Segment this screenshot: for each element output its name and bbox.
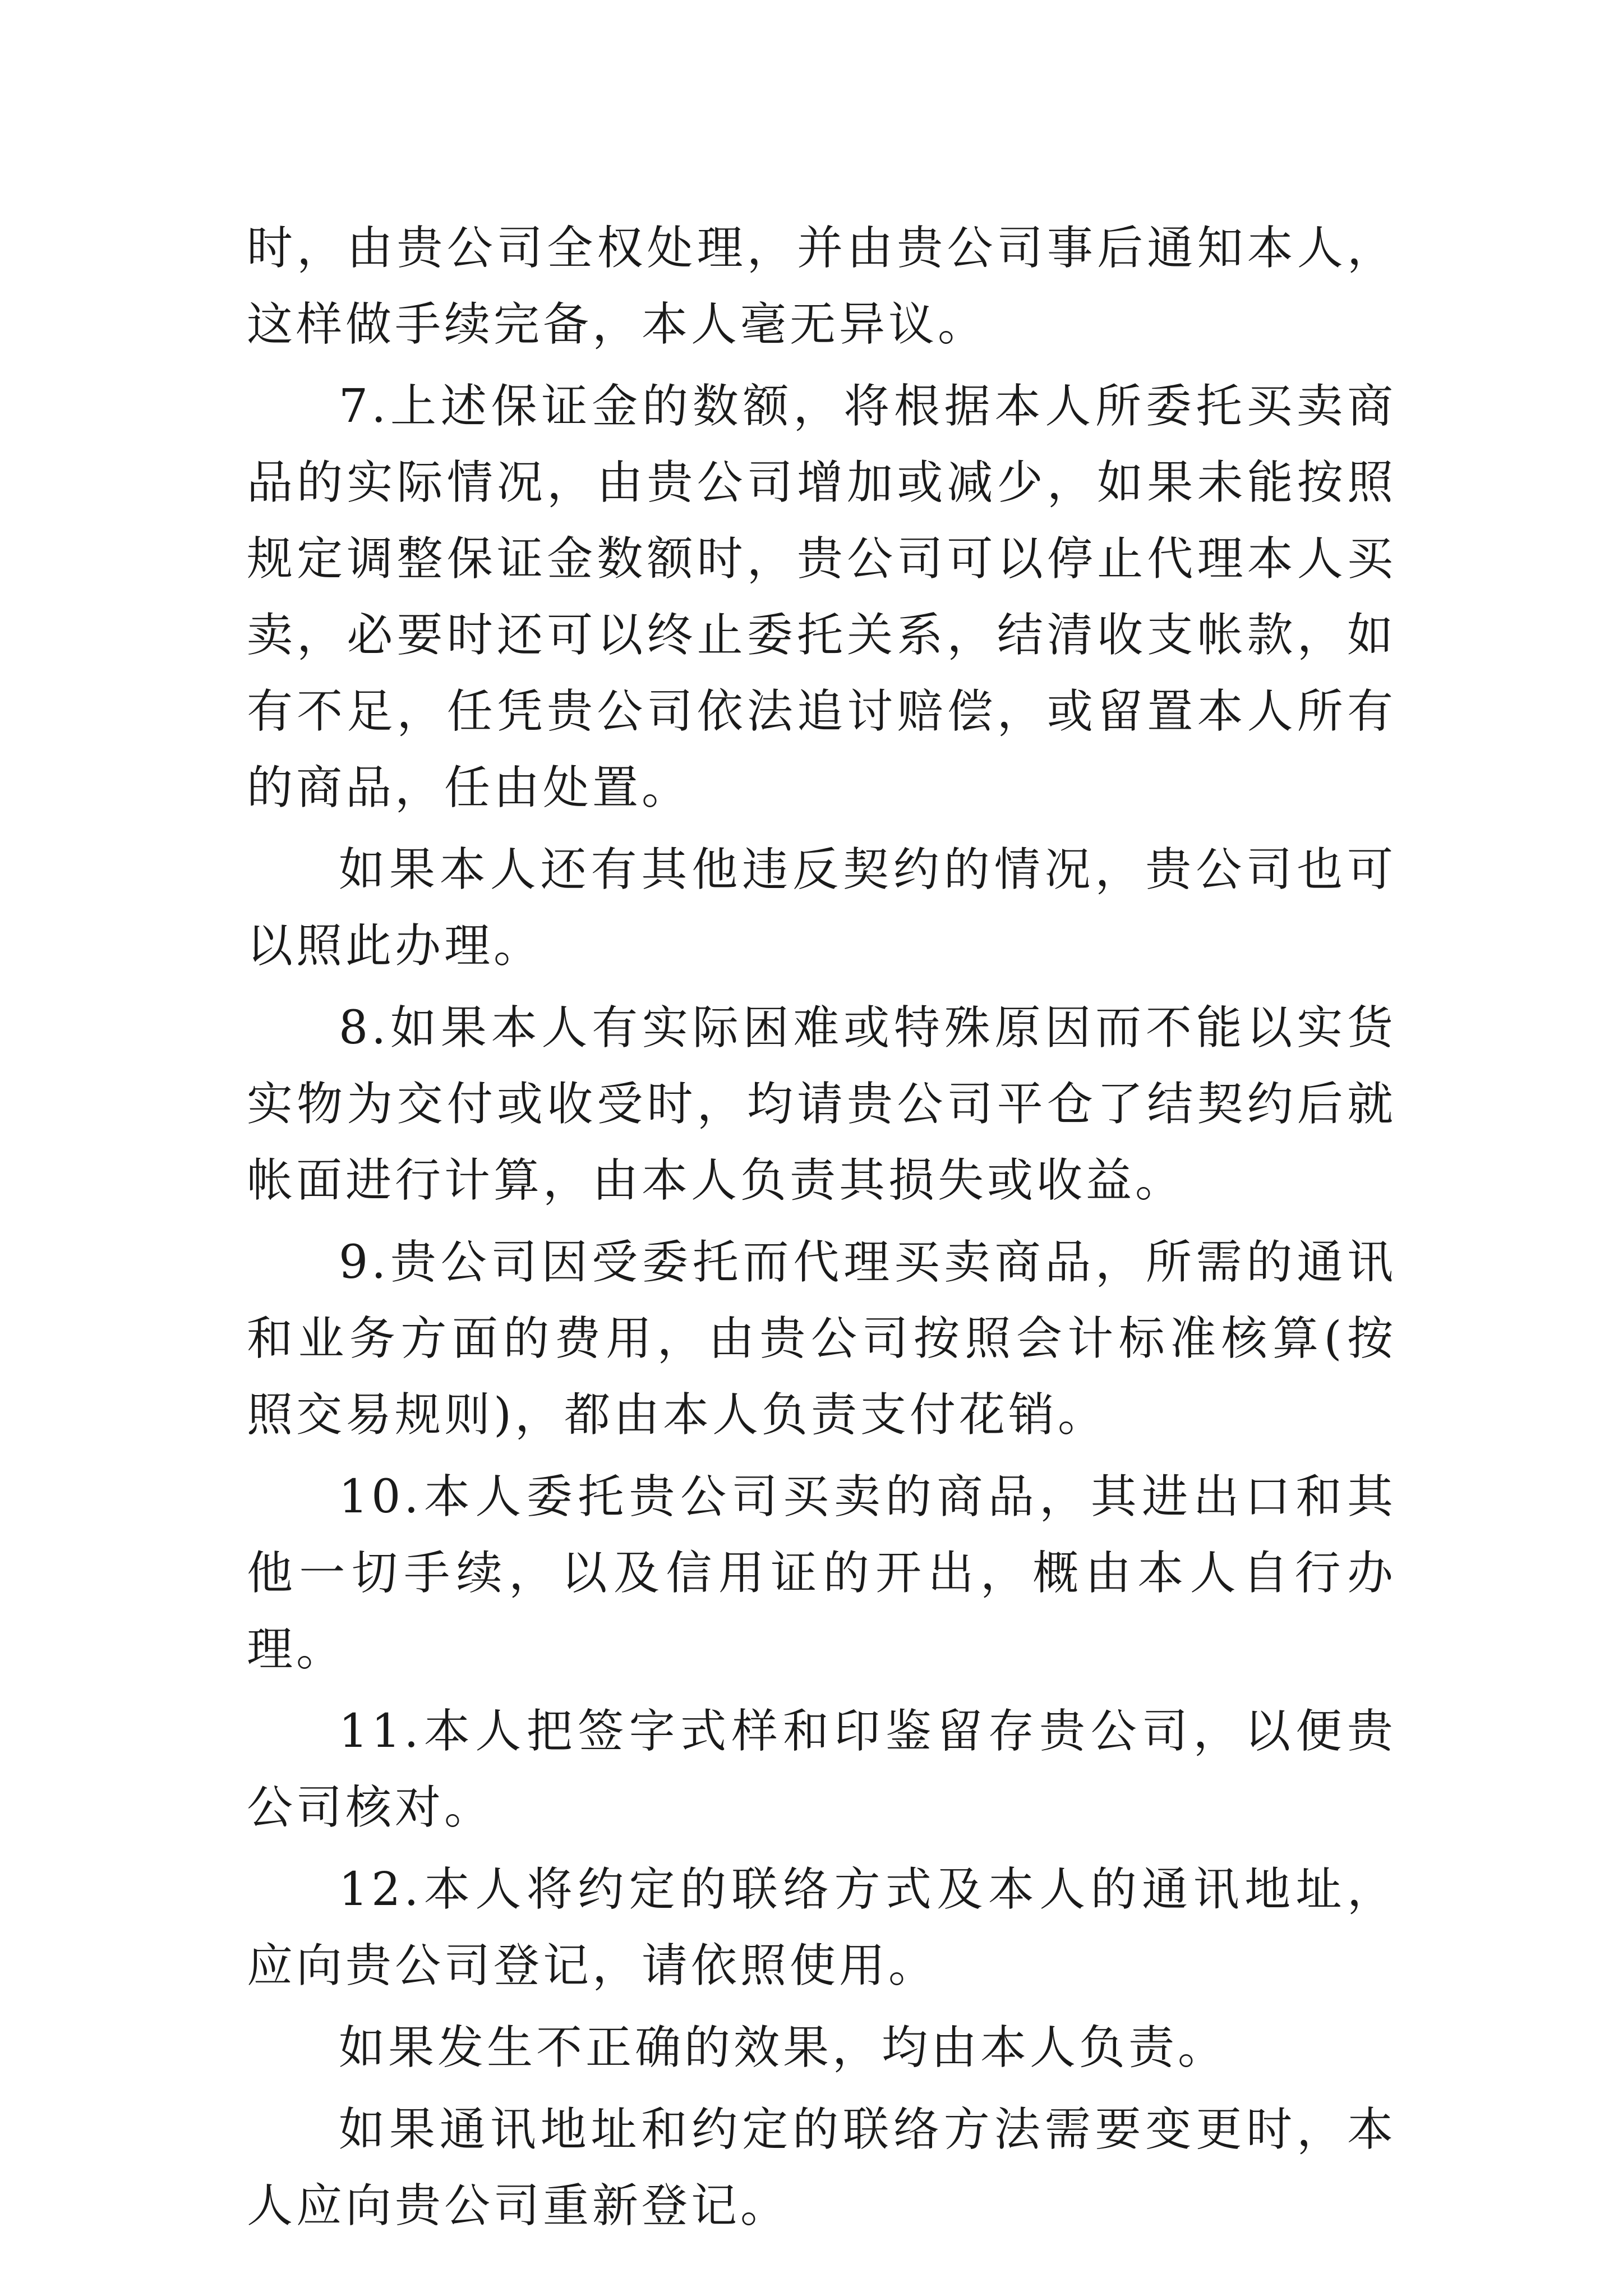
- paragraph-clause-8: 8.如果本人有实际困难或特殊原因而不能以实货实物为交付或收受时，均请贵公司平仓了结契约后就帐面进行计算，由本人负责其损失或收益。: [247, 1001, 1396, 1207]
- paragraph-clause-7-note: 如果本人还有其他违反契约的情况，贵公司也可以照此办理。: [247, 843, 1396, 973]
- paragraph-clause-12: 12.本人将约定的联络方式及本人的通讯地址，应向贵公司登记，请依照使用。: [247, 1863, 1396, 1993]
- paragraph-clause-10: 10.本人委托贵公司买卖的商品，其进出口和其他一切手续，以及信用证的开出，概由本人自行办理。: [247, 1470, 1396, 1676]
- paragraph-clause-12-note-a: 如果发生不正确的效果，均由本人负责。: [339, 2021, 1228, 2074]
- paragraph-clause-11: 11.本人把签字式样和印鉴留存贵公司，以便贵公司核对。: [247, 1705, 1396, 1834]
- paragraph-clause-9: 9.贵公司因受委托而代理买卖商品，所需的通讯和业务方面的费用，由贵公司按照会计标准核算(按照交易规则)，都由本人负责支付花销。: [247, 1236, 1396, 1442]
- paragraph-clause-7: 7.上述保证金的数额，将根据本人所委托买卖商品的实际情况，由贵公司增加或减少，如果未能按照规定调整保证金数额时，贵公司可以停止代理本人买卖，必要时还可以终止委托关系，结清收支帐款，如有不足，任凭贵公司依法追讨赔偿，或留置本人所有的商品，任由处置。: [247, 380, 1396, 815]
- document-body: [247, 210, 1396, 2250]
- paragraph-clause-12-note-b: 如果通讯地址和约定的联络方法需要变更时，本人应向贵公司重新登记。: [247, 2103, 1396, 2233]
- paragraph-continuation: 时，由贵公司全权处理，并由贵公司事后通知本人，这样做手续完备，本人毫无异议。: [247, 222, 1396, 351]
